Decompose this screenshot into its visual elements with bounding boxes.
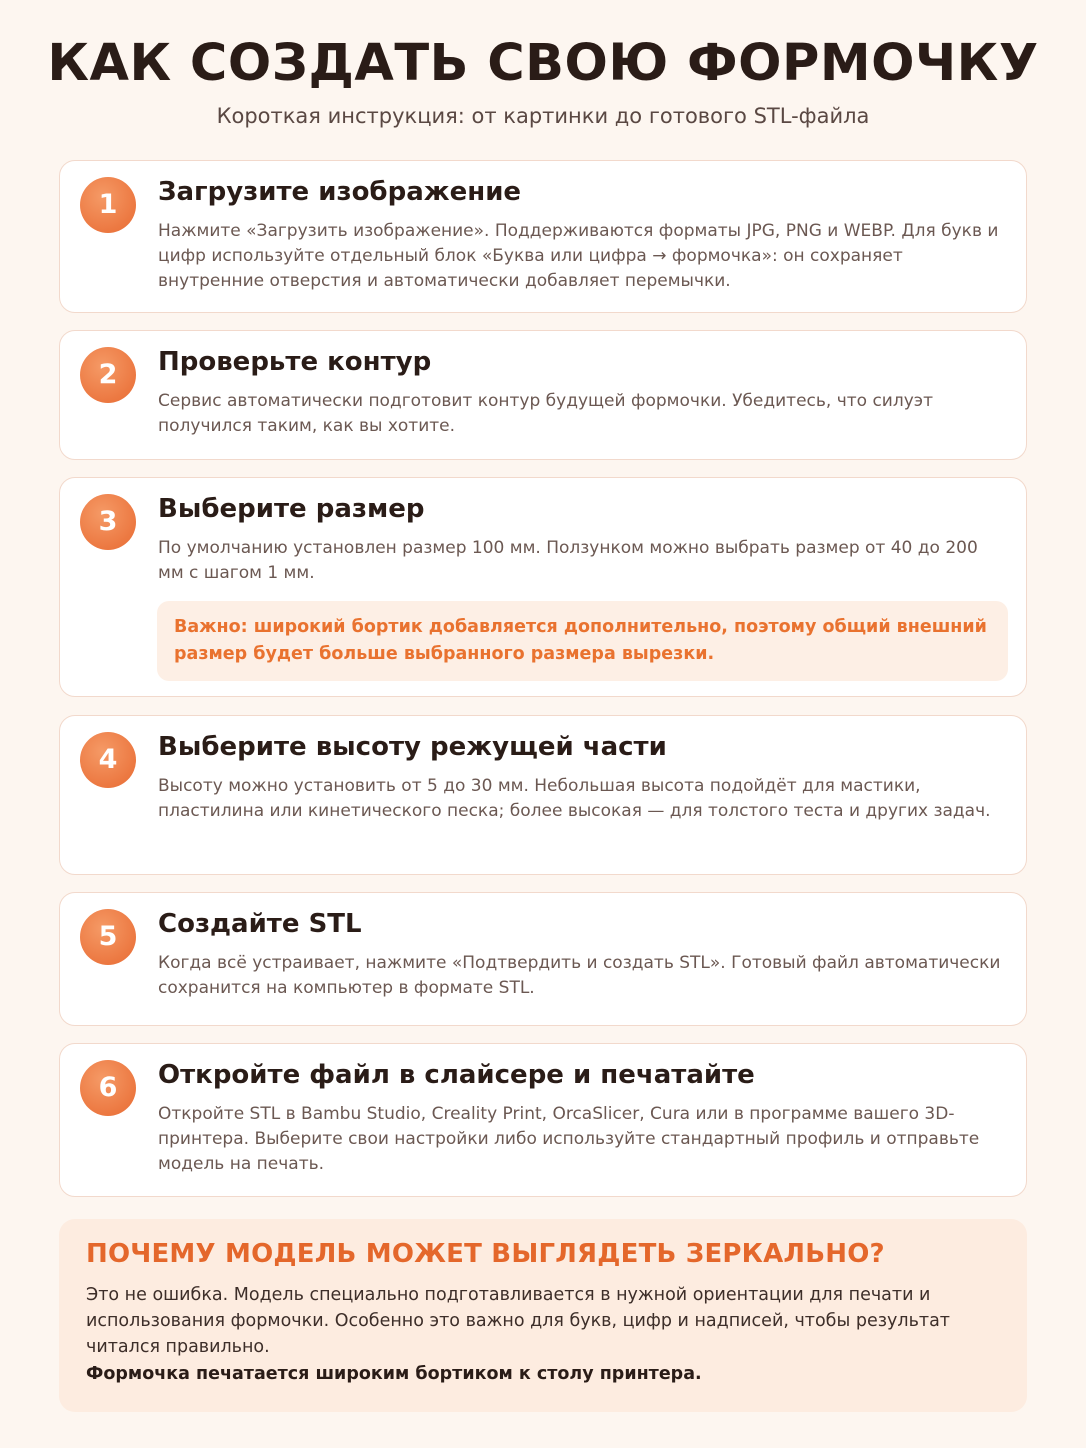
mirror-bold-text: Формочка печатается широким бортиком к столу принтера. xyxy=(86,1364,702,1384)
step-number-badge: 5 xyxy=(80,909,136,965)
step-number-badge: 4 xyxy=(80,732,136,788)
step-description: Сервис автоматически подготовит контур будущей формочки. Убедитесь, что силуэт получился таким, как вы хотите. xyxy=(158,391,934,436)
page-title: КАК СОЗДАТЬ СВОЮ ФОРМОЧКУ xyxy=(47,34,1039,93)
step-title: Проверьте контур xyxy=(158,347,432,377)
step-description: Откройте STL в Bambu Studio, Creality Print, OrcaSlicer, Cura или в программе вашего 3D-принтера. Выберите свои настройки либо используйте стандартный профиль и отправьте модель на печать. xyxy=(158,1104,980,1174)
step-card-1 xyxy=(59,160,1027,313)
step-number-badge: 3 xyxy=(80,494,136,550)
step-card-3 xyxy=(59,477,1027,697)
step-card-4 xyxy=(59,715,1027,875)
step-title: Загрузите изображение xyxy=(158,177,522,207)
step-description: Нажмите «Загрузить изображение». Поддерживаются форматы JPG, PNG и WEBP. Для букв и цифр используйте отдельный блок «Буква или цифра → формочка»: он сохраняет внутренние отверстия и автоматически добавляет перемычки. xyxy=(158,221,999,291)
step-number-badge: 2 xyxy=(80,347,136,403)
step-title: Создайте STL xyxy=(158,909,362,939)
step-card-6 xyxy=(59,1043,1027,1197)
step-description: По умолчанию установлен размер 100 мм. Ползунком можно выбрать размер от 40 до 200 мм с шагом 1 мм. xyxy=(158,538,978,583)
mirror-title: ПОЧЕМУ МОДЕЛЬ МОЖЕТ ВЫГЛЯДЕТЬ ЗЕРКАЛЬНО? xyxy=(86,1239,885,1269)
important-note: Важно: широкий бортик добавляется дополнительно, поэтому общий внешний размер будет больше выбранного размера вырезки. xyxy=(157,601,1008,681)
page-subtitle: Короткая инструкция: от картинки до готового STL-файла xyxy=(216,104,870,128)
step-description: Высоту можно установить от 5 до 30 мм. Небольшая высота подойдёт для мастики, пластилина или кинетического песка; более высокая — для толстого теста и других задач. xyxy=(158,776,991,821)
step-title: Выберите высоту режущей части xyxy=(158,732,667,762)
step-number-badge: 1 xyxy=(80,177,136,233)
mirror-text: Это не ошибка. Модель специально подготавливается в нужной ориентации для печати и использования формочки. Особенно это важно для букв, цифр и надписей, чтобы результат читался правильно. xyxy=(86,1285,951,1357)
step-card-2 xyxy=(59,330,1027,460)
step-description: Когда всё устраивает, нажмите «Подтвердить и создать STL». Готовый файл автоматически сохранится на компьютер в формате STL. xyxy=(158,953,1001,998)
step-title: Откройте файл в слайсере и печатайте xyxy=(158,1060,755,1090)
step-title: Выберите размер xyxy=(158,494,425,524)
step-number-badge: 6 xyxy=(80,1060,136,1116)
step-card-5 xyxy=(59,892,1027,1026)
mirror-explanation-box xyxy=(59,1219,1027,1412)
